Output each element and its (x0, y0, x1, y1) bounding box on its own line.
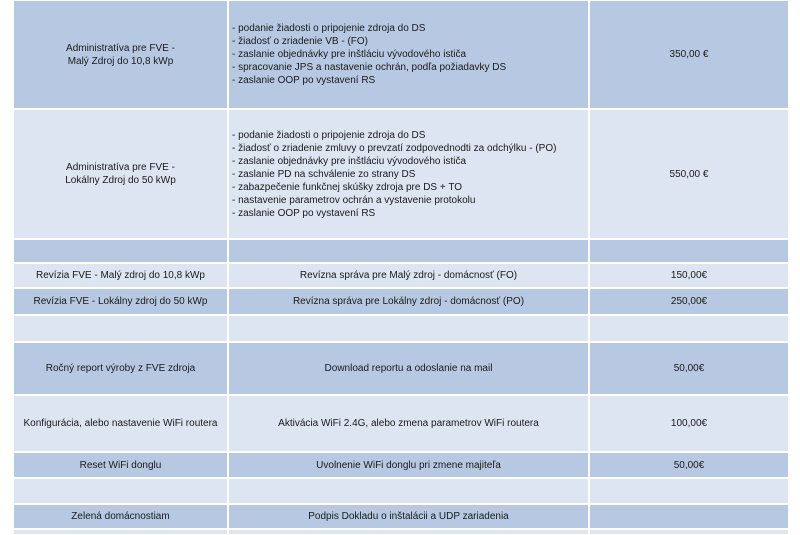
spacer-row (13, 315, 789, 342)
service-name: Administratíva pre FVE - (66, 162, 175, 173)
description: Revízna správa pre Lokálny zdroj - domácnosť (PO) (292, 296, 525, 307)
description: Aktivácia WiFi 2.4G, alebo zmena parametrov WiFi routera (278, 418, 539, 429)
description-cell (228, 263, 589, 288)
price-cell (589, 452, 789, 478)
price-cell (589, 0, 789, 109)
table-row (13, 263, 789, 288)
price-cell (589, 288, 789, 315)
description-cell (228, 395, 589, 452)
table-row (13, 0, 789, 109)
list-item: - podanie žiadosti o pripojenie zdroja do DS (232, 23, 426, 34)
description-cell (228, 452, 589, 478)
service-name: Zelená domácnostiam (71, 511, 170, 522)
description: Podpis Dokladu o inštalácii a UDP zariadenia (308, 511, 509, 522)
description: Download reportu a odoslanie na mail (324, 363, 493, 374)
list-item: - zaslanie objednávky pre inštláciu vývodového ističa (232, 49, 467, 60)
empty-cell (589, 239, 789, 263)
list-item: - zaslanie PD na schválenie zo strany DS (232, 168, 416, 180)
spacer-row (13, 239, 789, 263)
description-cell (228, 342, 589, 395)
service-name: Lokálny Zdroj do 50 kWp (65, 175, 176, 186)
description-cell (228, 109, 589, 239)
table-row (13, 288, 789, 315)
service-name: Ročný report výroby z FVE zdroja (45, 363, 196, 374)
list-item: - zaslanie OOP po vystavení RS (232, 75, 376, 86)
price: 50,00€ (673, 459, 705, 471)
price: 50,00€ (673, 363, 705, 374)
list-item: - žiadosť o zriadenie VB - (FO) (232, 36, 369, 47)
description: Revízna správa pre Malý zdroj - domácnosť (FO) (299, 270, 518, 281)
description-cell (228, 504, 589, 529)
service-name: Revízia FVE - Lokálny zdroj do 50 kWp (33, 296, 208, 307)
empty-cell (589, 478, 789, 504)
service-cell (13, 288, 228, 315)
empty-cell (228, 478, 589, 504)
table-row (13, 504, 789, 529)
list-item: - žiadosť o zriadenie zmluvy o prevzatí zodpovednodti za odchýlku - (PO) (232, 142, 557, 154)
empty-cell (589, 529, 789, 535)
spacer-row (13, 529, 789, 535)
empty-cell (228, 239, 589, 263)
description: Uvolnenie WiFi donglu pri zmene majiteľa (316, 459, 501, 471)
table-row (13, 452, 789, 478)
service-name: Konfigurácia, alebo nastavenie WiFi routera (23, 418, 218, 429)
table-row (13, 109, 789, 239)
empty-cell (228, 315, 589, 342)
list-item: - nastavenie parametrov ochrán a vystavenie protokolu (232, 194, 476, 206)
empty-cell (13, 239, 228, 263)
list-item: - zabazpečenie funkčnej skúšky zdroja pre DS + TO (232, 181, 463, 193)
price: 100,00€ (670, 418, 708, 429)
price-cell (589, 263, 789, 288)
service-name: Malý Zdroj do 10,8 kWp (67, 55, 174, 67)
service-name: Administratíva pre FVE - (66, 42, 175, 54)
empty-cell (13, 315, 228, 342)
list-item: - zaslanie objednávky pre inštláciu vývodového ističa (232, 155, 467, 167)
service-name: Reset WiFi donglu (79, 459, 162, 471)
list-item: - podanie žiadosti o pripojenie zdroja do DS (232, 129, 426, 141)
service-cell (13, 263, 228, 288)
list-item: - spracovanie JPS a nastavenie ochrán, podľa požiadavky DS (232, 62, 507, 73)
table-row (13, 395, 789, 452)
price: 350,00 € (669, 49, 709, 60)
price-cell (589, 109, 789, 239)
empty-cell (228, 529, 589, 535)
service-cell (13, 109, 228, 239)
price: 550,00 € (669, 168, 709, 180)
price: 250,00€ (670, 296, 708, 307)
service-cell (13, 452, 228, 478)
spacer-row (13, 478, 789, 504)
service-cell (13, 0, 228, 109)
empty-cell (13, 529, 228, 535)
service-cell (13, 504, 228, 529)
list-item: - zaslanie OOP po vystavení RS (232, 207, 376, 219)
empty-cell (589, 315, 789, 342)
description-cell (228, 288, 589, 315)
price-cell (589, 504, 789, 529)
table-row (13, 342, 789, 395)
price-cell (589, 395, 789, 452)
price: 150,00€ (670, 270, 708, 281)
price-cell (589, 342, 789, 395)
service-cell (13, 395, 228, 452)
service-name: Revízia FVE - Malý zdroj do 10,8 kWp (36, 270, 205, 281)
empty-cell (13, 478, 228, 504)
service-cell (13, 342, 228, 395)
description-cell (228, 0, 589, 109)
